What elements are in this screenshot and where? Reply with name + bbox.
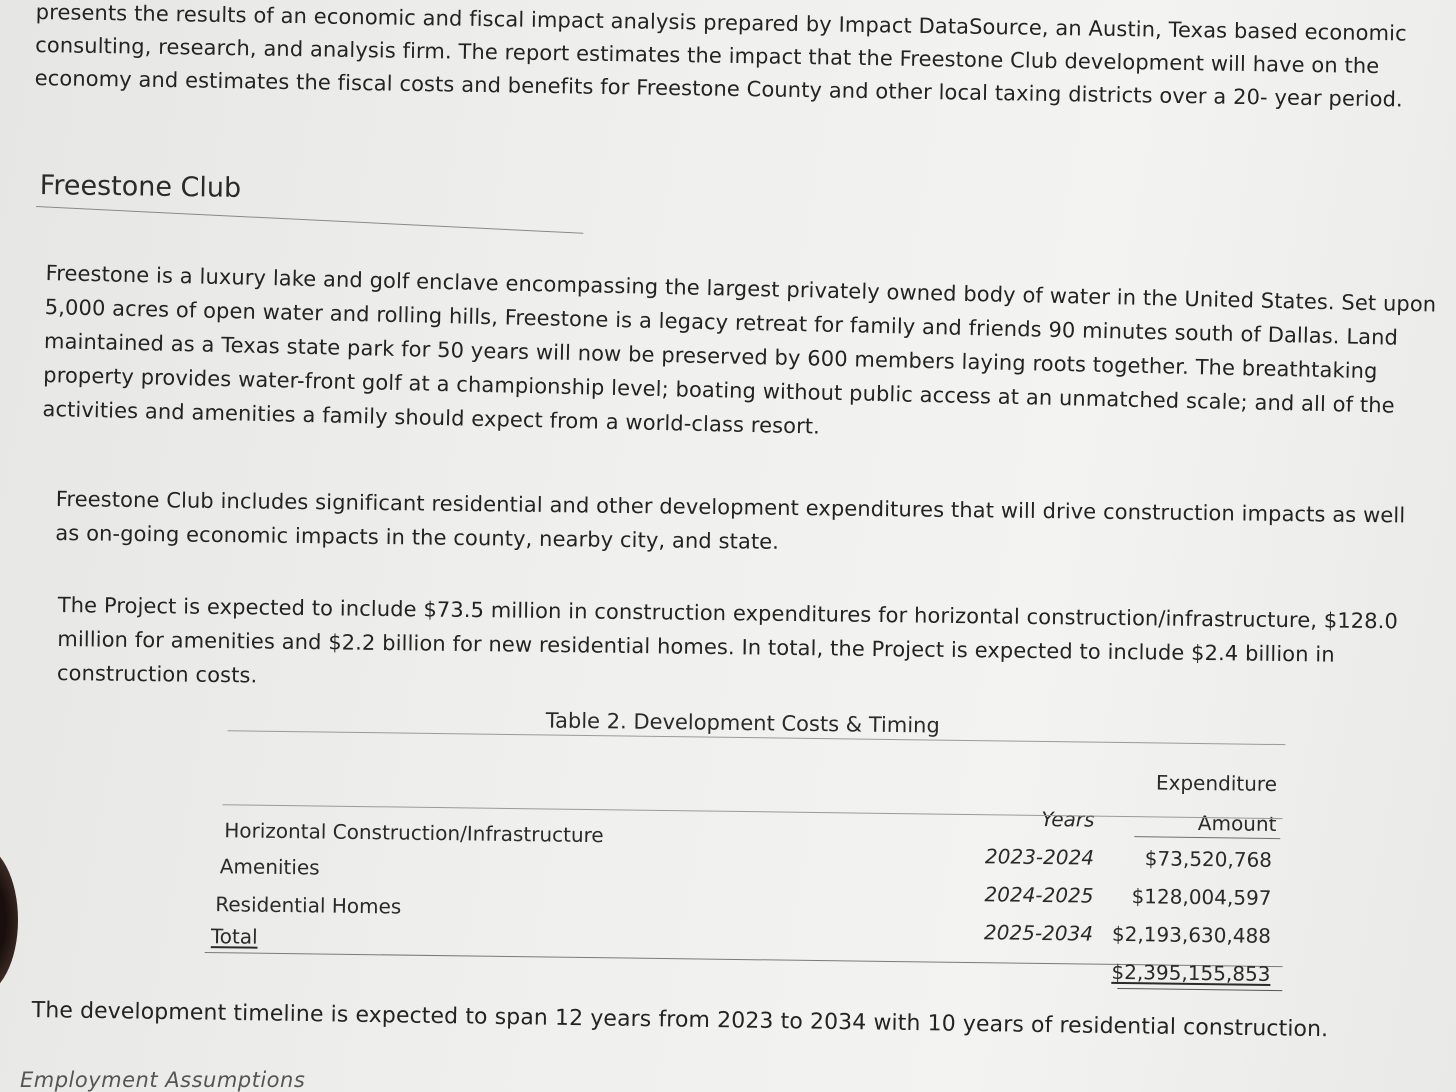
table-row-years: 2025-2034 bbox=[983, 920, 1094, 946]
timeline-paragraph: The development timeline is expected to span 12 years from 2023 to 2034 with 10 years of residential construction. bbox=[31, 997, 1329, 1043]
finger-shadow bbox=[0, 845, 18, 995]
table-total-amount: $2,395,155,853 bbox=[1111, 959, 1271, 986]
intro-paragraph: presents the results of an economic and fiscal impact analysis prepared by Impact DataSource, an Austin, Texas based economic consulting, research, and analysis firm. The report estimates the impact that the Freestone Club development will have on the economy and estimates the fiscal costs and benefits for Freestone County and other local taxing districts over a 20- year period. bbox=[34, 0, 1407, 112]
header-years: Years bbox=[1041, 806, 1095, 832]
section-heading: Freestone Club bbox=[39, 170, 242, 204]
heading-underline bbox=[36, 206, 583, 234]
paragraph-development: Freestone Club includes significant residential and other development expenditures that will drive construction impacts as well as on-going economic impacts in the county, nearby city, and state. bbox=[55, 486, 1406, 554]
table-rule-amount bbox=[1134, 836, 1280, 839]
table-row-amount: $73,520,768 bbox=[1144, 846, 1273, 872]
paragraph-description: Freestone is a luxury lake and golf enclave encompassing the largest privately owned body of water in the United States. Set upon 5,000 acres of open water and rolling hills, Freestone is a legacy retreat for family and friends 90 minutes south of Dallas. Land maintained as a Texas state park for 50 years will now be preserved by 600 members laying roots together. The breathtaking property provides water-front golf at a championship level; boating without public access at an unmatched scale; and all of the activities and amenities a family should expect from a world-class resort. bbox=[42, 260, 1437, 439]
table-total-label: Total bbox=[210, 924, 258, 949]
header-amount: Amount bbox=[1197, 810, 1277, 837]
table-row-name: Horizontal Construction/Infrastructure bbox=[224, 818, 604, 848]
header-expenditure: Expenditure bbox=[1155, 770, 1278, 797]
table-title: Table 2. Development Costs & Timing bbox=[545, 708, 940, 738]
table-row-amount: $2,193,630,488 bbox=[1111, 921, 1272, 948]
paragraph-project-costs: The Project is expected to include $73.5 million in construction expenditures for horizontal construction/infrastructure, $128.0 million for amenities and $2.2 billion for new residential homes. In total, the Project is expected to include $2.4 billion in construction costs. bbox=[56, 592, 1399, 688]
table-row-years: 2023-2024 bbox=[984, 844, 1095, 870]
table-row-amount: $128,004,597 bbox=[1131, 884, 1272, 910]
next-section-heading-cutoff: Employment Assumptions bbox=[20, 1068, 306, 1092]
table-row-years: 2024-2025 bbox=[984, 882, 1094, 908]
table-row-name: Amenities bbox=[219, 854, 320, 880]
table-rule-total bbox=[1117, 988, 1282, 991]
development-costs-table bbox=[202, 700, 1291, 999]
table-row-name: Residential Homes bbox=[215, 892, 402, 919]
